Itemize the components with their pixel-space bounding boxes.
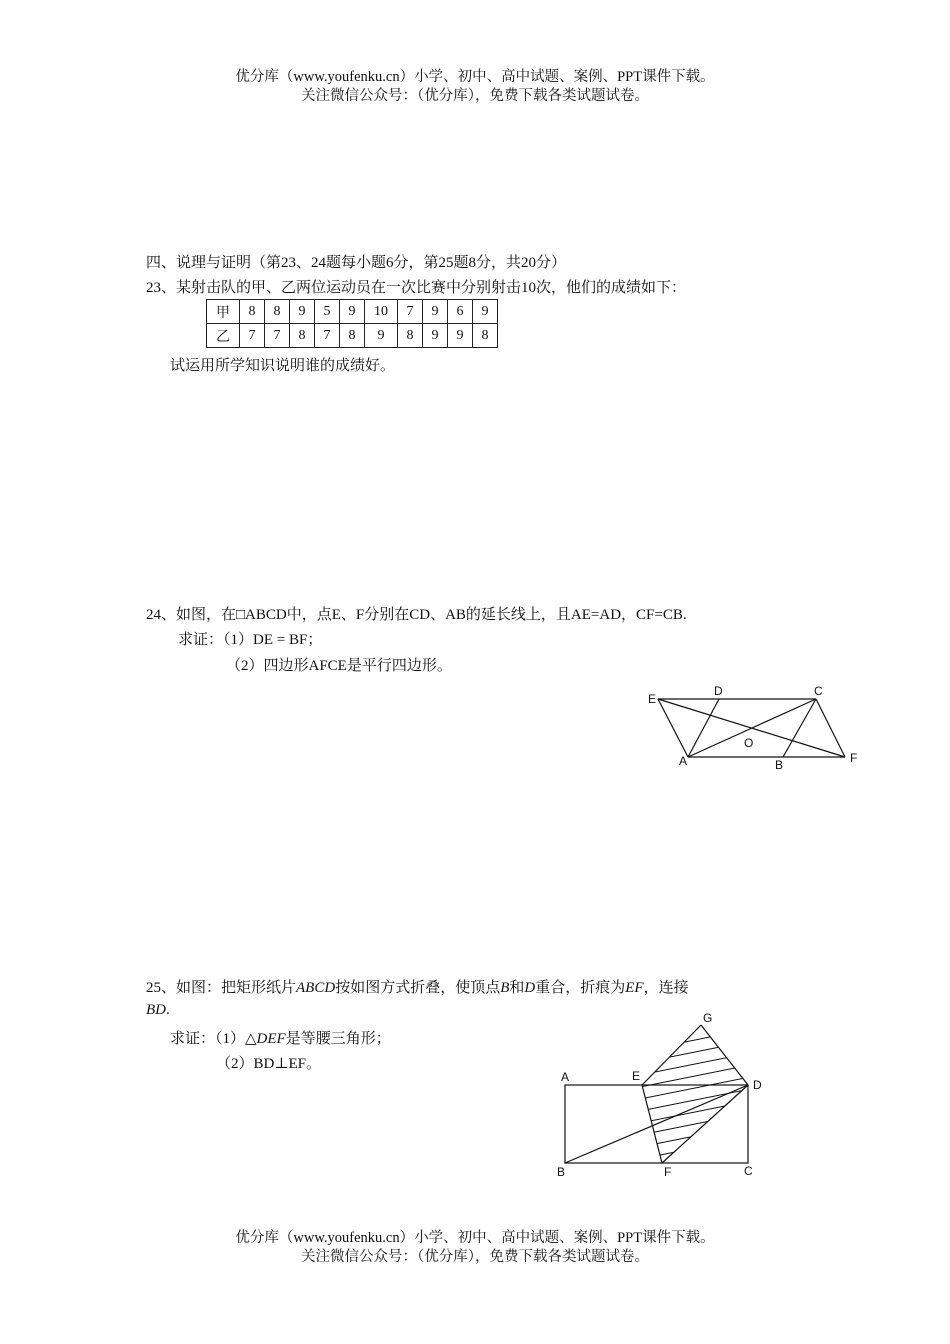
q25-prove-1 <box>170 1027 391 1048</box>
label-F: F <box>850 751 858 765</box>
q25-text-a: 25、如图：把矩形纸片 <box>146 980 297 996</box>
q25-prove-suffix: 是等腰三角形； <box>285 1031 391 1047</box>
table-row <box>207 324 498 348</box>
hatching <box>610 1017 780 1185</box>
label-D: D <box>753 1078 762 1092</box>
score-cell: 9 <box>365 324 398 348</box>
line-CF <box>816 699 845 757</box>
label-F: F <box>664 1165 672 1179</box>
line-DF <box>662 1085 748 1163</box>
line-CB <box>783 699 816 757</box>
score-cell: 9 <box>423 300 448 324</box>
score-cell: 8 <box>340 324 365 348</box>
label-B: B <box>775 758 784 772</box>
score-cell: 10 <box>365 300 398 324</box>
q24-text: 24、如图，在□ABCD中，点E、F分别在CD、AB的延长线上，且AE=AD，CF=CB. <box>146 607 687 623</box>
header-line-2: 关注微信公众号：（优分库），免费下载各类试题试卷。 <box>301 88 649 104</box>
q25-prove-2: （2）BD⊥EF。 <box>216 1056 321 1072</box>
label-C: C <box>814 684 823 698</box>
label-C: C <box>744 1164 753 1178</box>
q25-prove-prefix: 求证：（1）△ <box>170 1031 257 1047</box>
header-line-1: 优分库（www.youfenku.cn）小学、初中、高中试题、案例、PPT课件下载。 <box>235 69 715 85</box>
line-EG <box>642 1025 701 1085</box>
score-cell: 7 <box>265 324 290 348</box>
table-row <box>207 300 498 324</box>
q24-prove-2: （2）四边形AFCE是平行四边形。 <box>226 658 452 674</box>
q25-ef: EF <box>625 980 644 996</box>
score-cell: 6 <box>448 300 473 324</box>
q25-b: B <box>500 980 510 996</box>
q25-d: D <box>524 980 536 996</box>
score-cell: 8 <box>473 324 498 348</box>
score-cell: 8 <box>398 324 423 348</box>
q23-ask: 试运用所学知识说明谁的成绩好。 <box>170 358 396 374</box>
q25-text-d: 重合，折痕为 <box>535 980 626 996</box>
q25-text-b: 按如图方式折叠，使顶点 <box>335 980 501 996</box>
q25-bd: BD <box>146 1002 166 1018</box>
score-cell: 8 <box>265 300 290 324</box>
line-BD <box>565 1085 748 1163</box>
score-cell: 9 <box>423 324 448 348</box>
scores-table <box>206 299 498 348</box>
footer-line-1: 优分库（www.youfenku.cn）小学、初中、高中试题、案例、PPT课件下载。 <box>235 1230 715 1246</box>
label-A: A <box>679 754 688 768</box>
q25-text-e: ，连接 <box>643 980 689 996</box>
q25-text-c: 和 <box>509 980 525 996</box>
folded-rectangle-figure <box>550 1005 780 1185</box>
label-G: G <box>703 1011 713 1025</box>
label-E: E <box>632 1069 641 1083</box>
footer-line-2: 关注微信公众号：（优分库），免费下载各类试题试卷。 <box>301 1249 649 1265</box>
score-cell: 7 <box>315 324 340 348</box>
score-cell: 9 <box>448 324 473 348</box>
score-cell: 5 <box>315 300 340 324</box>
q25-period: . <box>166 1002 170 1018</box>
q23-text: 23、某射击队的甲、乙两位运动员在一次比赛中分别射击10次，他们的成绩如下： <box>146 280 687 296</box>
score-cell: 9 <box>340 300 365 324</box>
section-title: 四、说理与证明（第23、24题每小题6分，第25题8分，共20分） <box>146 255 567 271</box>
parallelogram-figure <box>640 680 870 775</box>
score-cell: 7 <box>240 324 265 348</box>
q25-text <box>146 976 689 997</box>
q25-abcd: ABCD <box>296 980 336 996</box>
label-E: E <box>648 692 657 706</box>
label-B: B <box>557 1165 566 1179</box>
row-label: 乙 <box>207 324 240 348</box>
q24-prove-1: 求证：（1）DE = BF； <box>178 632 323 648</box>
label-A: A <box>561 1070 570 1084</box>
score-cell: 8 <box>240 300 265 324</box>
label-O: O <box>744 736 754 750</box>
q25-text-line2 <box>146 1002 170 1019</box>
label-D: D <box>714 684 723 698</box>
score-cell: 9 <box>473 300 498 324</box>
q25-def: DEF <box>256 1031 286 1047</box>
score-cell: 7 <box>398 300 423 324</box>
line-EA <box>658 699 688 757</box>
row-label: 甲 <box>207 300 240 324</box>
line-AD <box>688 699 719 757</box>
score-cell: 9 <box>290 300 315 324</box>
score-cell: 8 <box>290 324 315 348</box>
line-GD <box>701 1025 748 1085</box>
